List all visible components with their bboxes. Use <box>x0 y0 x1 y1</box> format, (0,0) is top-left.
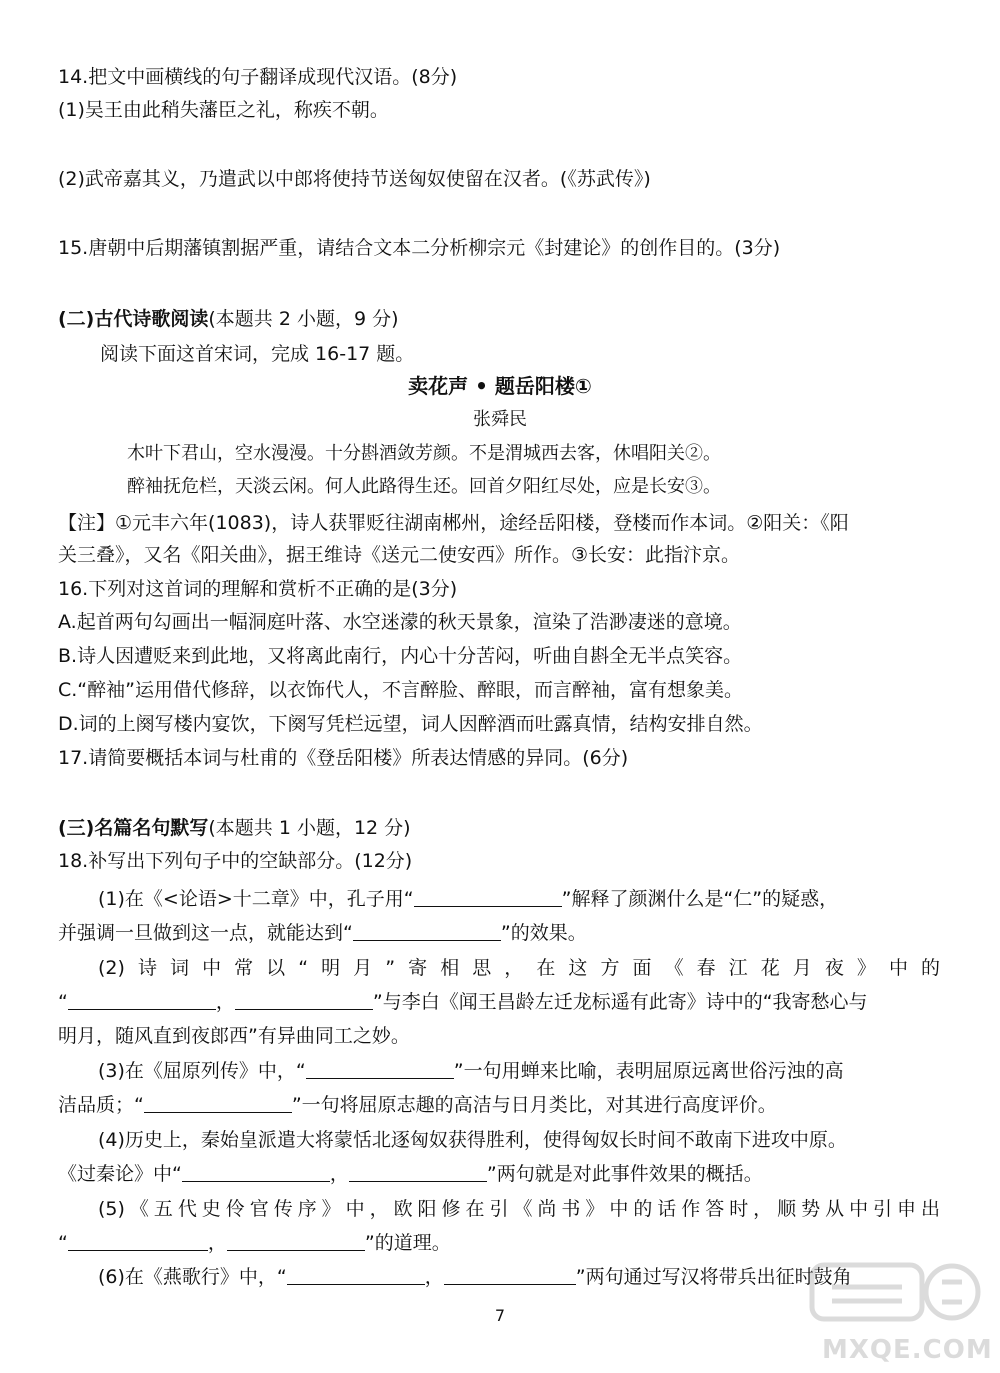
q16-option-a: A.起首两句勾画出一幅洞庭叶落、水空迷濛的秋天景象，渲染了浩渺凄迷的意境。 <box>58 611 742 633</box>
blank-2-1[interactable] <box>68 991 216 1010</box>
q15-title: 15.唐朝中后期藩镇割据严重，请结合文本二分析柳宗元《封建论》的创作目的。(3分) <box>58 237 781 259</box>
blank-3-1[interactable] <box>306 1060 454 1079</box>
q17-title: 17.请简要概括本词与杜甫的《登岳阳楼》所表达情感的异同。(6分) <box>58 747 629 769</box>
q18-item-2-line-2 <box>58 989 940 1015</box>
q16-option-d: D.词的上阕写楼内宴饮，下阕写凭栏远望，词人因醉酒而吐露真情，结构安排自然。 <box>58 713 763 735</box>
q18-item-3-text-c: 洁品质；“ <box>58 1094 144 1116</box>
watermark-logo <box>802 1257 992 1367</box>
q18-item-3-line-1 <box>98 1058 940 1084</box>
q18-item-4-text-b: 《过秦论》中“ <box>58 1163 182 1185</box>
blank-4-2[interactable] <box>349 1163 487 1182</box>
q18-item-4-line-2 <box>58 1161 940 1187</box>
section-2-heading <box>58 306 940 332</box>
q18-item-5-text-d: ”的道理。 <box>364 1232 451 1254</box>
q18-item-1-text-b: ”解释了颜渊什么是“仁”的疑惑， <box>561 888 839 910</box>
q18-item-3-line-2 <box>58 1092 940 1118</box>
q16-title: 16.下列对这首词的理解和赏析不正确的是(3分) <box>58 578 458 600</box>
q18-item-4-line-1: (4)历史上，秦始皇派遣大将蒙恬北逐匈奴获得胜利，使得匈奴长时间不敢南下进攻中原。 <box>98 1129 847 1151</box>
blank-4-1[interactable] <box>182 1163 330 1182</box>
q18-item-5-text-c: ， <box>207 1232 227 1254</box>
blank-2-2[interactable] <box>235 991 373 1010</box>
q16-option-b: B.诗人因遭贬来到此地，又将离此南行，内心十分苦闷，听曲自斟全无半点笑容。 <box>58 645 743 667</box>
q18-item-2-text-b: “ <box>58 991 68 1013</box>
q18-item-3-text-b: ”一句用蝉来比喻，表明屈原远离世俗污浊的高 <box>453 1060 844 1082</box>
watermark-text: MXQE.COM <box>822 1335 993 1365</box>
q18-item-4-text-c: ， <box>329 1163 349 1185</box>
blank-1-1[interactable] <box>414 888 562 907</box>
section-2-intro: 阅读下面这首宋词，完成 16-17 题。 <box>100 343 415 365</box>
q18-item-2-text-c: ， <box>215 991 235 1013</box>
q18-item-6-text-c: ”两句通过写汉将带兵出征时鼓角 <box>575 1266 852 1288</box>
blank-3-2[interactable] <box>144 1094 292 1113</box>
watermark-badge-icon <box>802 1257 992 1337</box>
poem-note-line-1: 【注】①元丰六年(1083)，诗人获罪贬往湖南郴州，途经岳阳楼，登楼而作本词。②阳关：《阳 <box>58 512 849 534</box>
q18-item-3-text-a: (3)在《屈原列传》中，“ <box>98 1060 306 1082</box>
poem-author: 张舜民 <box>473 409 527 430</box>
q18-item-2-line-1: (2)诗词中常以“明月”寄相思，在这方面《春江花月夜》中的 <box>98 957 940 979</box>
q18-item-2-line-3: 明月，随风直到夜郎西”有异曲同工之妙。 <box>58 1025 410 1047</box>
q18-item-5-line-2 <box>58 1230 940 1256</box>
q18-item-1-line-1 <box>98 886 940 912</box>
q18-item-5-text-b: “ <box>58 1232 68 1254</box>
section-3-heading-note: (本题共 1 小题，12 分) <box>208 817 411 839</box>
q18-item-1-line-2 <box>58 920 940 946</box>
poem-line-2: 醉袖抚危栏，天淡云闲。何人此路得生还。回首夕阳红尽处，应是长安③。 <box>127 476 721 497</box>
blank-5-2[interactable] <box>227 1232 365 1251</box>
poem-line-1: 木叶下君山，空水漫漫。十分斟酒敛芳颜。不是渭城西去客，休唱阳关②。 <box>127 443 721 464</box>
poem-note-line-2: 关三叠》，又名《阳关曲》，据王维诗《送元二使安西》所作。③长安：此指汴京。 <box>58 544 741 566</box>
page-number: 7 <box>494 1306 506 1325</box>
q18-item-6-text-b: ， <box>424 1266 444 1288</box>
q14-sentence-1: (1)吴王由此稍失藩臣之礼，称疾不朝。 <box>58 99 389 121</box>
q18-item-2-text-d: ”与李白《闻王昌龄左迁龙标遥有此寄》诗中的“我寄愁心与 <box>372 991 868 1013</box>
section-3-heading <box>58 815 940 841</box>
q16-option-c: C.“醉袖”运用借代修辞，以衣饰代人，不言醉脸、醉眼，而言醉袖，富有想象美。 <box>58 679 743 701</box>
q18-item-5-line-1: (5)《五代史伶官传序》中，欧阳修在引《尚书》中的话作答时，顺势从中引申出 <box>98 1198 940 1220</box>
blank-5-1[interactable] <box>68 1232 208 1251</box>
q18-item-3-text-d: ”一句将屈原志趣的高洁与日月类比，对其进行高度评价。 <box>291 1094 777 1116</box>
blank-6-2[interactable] <box>444 1266 576 1285</box>
blank-6-1[interactable] <box>287 1266 425 1285</box>
q18-title: 18.补写出下列句子中的空缺部分。(12分) <box>58 850 413 872</box>
q18-item-1-text-a: (1)在《<论语>十二章》中，孔子用“ <box>98 888 414 910</box>
section-3-heading-text: (三)名篇名句默写 <box>58 817 209 839</box>
q14-title: 14.把文中画横线的句子翻译成现代汉语。(8分) <box>58 66 458 88</box>
section-2-heading-note: (本题共 2 小题，9 分) <box>208 308 399 330</box>
q14-sentence-2: (2)武帝嘉其义，乃遣武以中郎将使持节送匈奴使留在汉者。(《苏武传》) <box>58 168 651 190</box>
q18-item-1-text-c: 并强调一旦做到这一点，就能达到“ <box>58 922 353 944</box>
q18-item-4-text-d: ”两句就是对此事件效果的概括。 <box>486 1163 763 1185</box>
q18-item-6-text-a: (6)在《燕歌行》中，“ <box>98 1266 287 1288</box>
section-2-heading-text: (二)古代诗歌阅读 <box>58 308 209 330</box>
blank-1-2[interactable] <box>353 922 501 941</box>
poem-title: 卖花声 • 题岳阳楼① <box>408 374 592 398</box>
q18-item-1-text-d: ”的效果。 <box>500 922 587 944</box>
